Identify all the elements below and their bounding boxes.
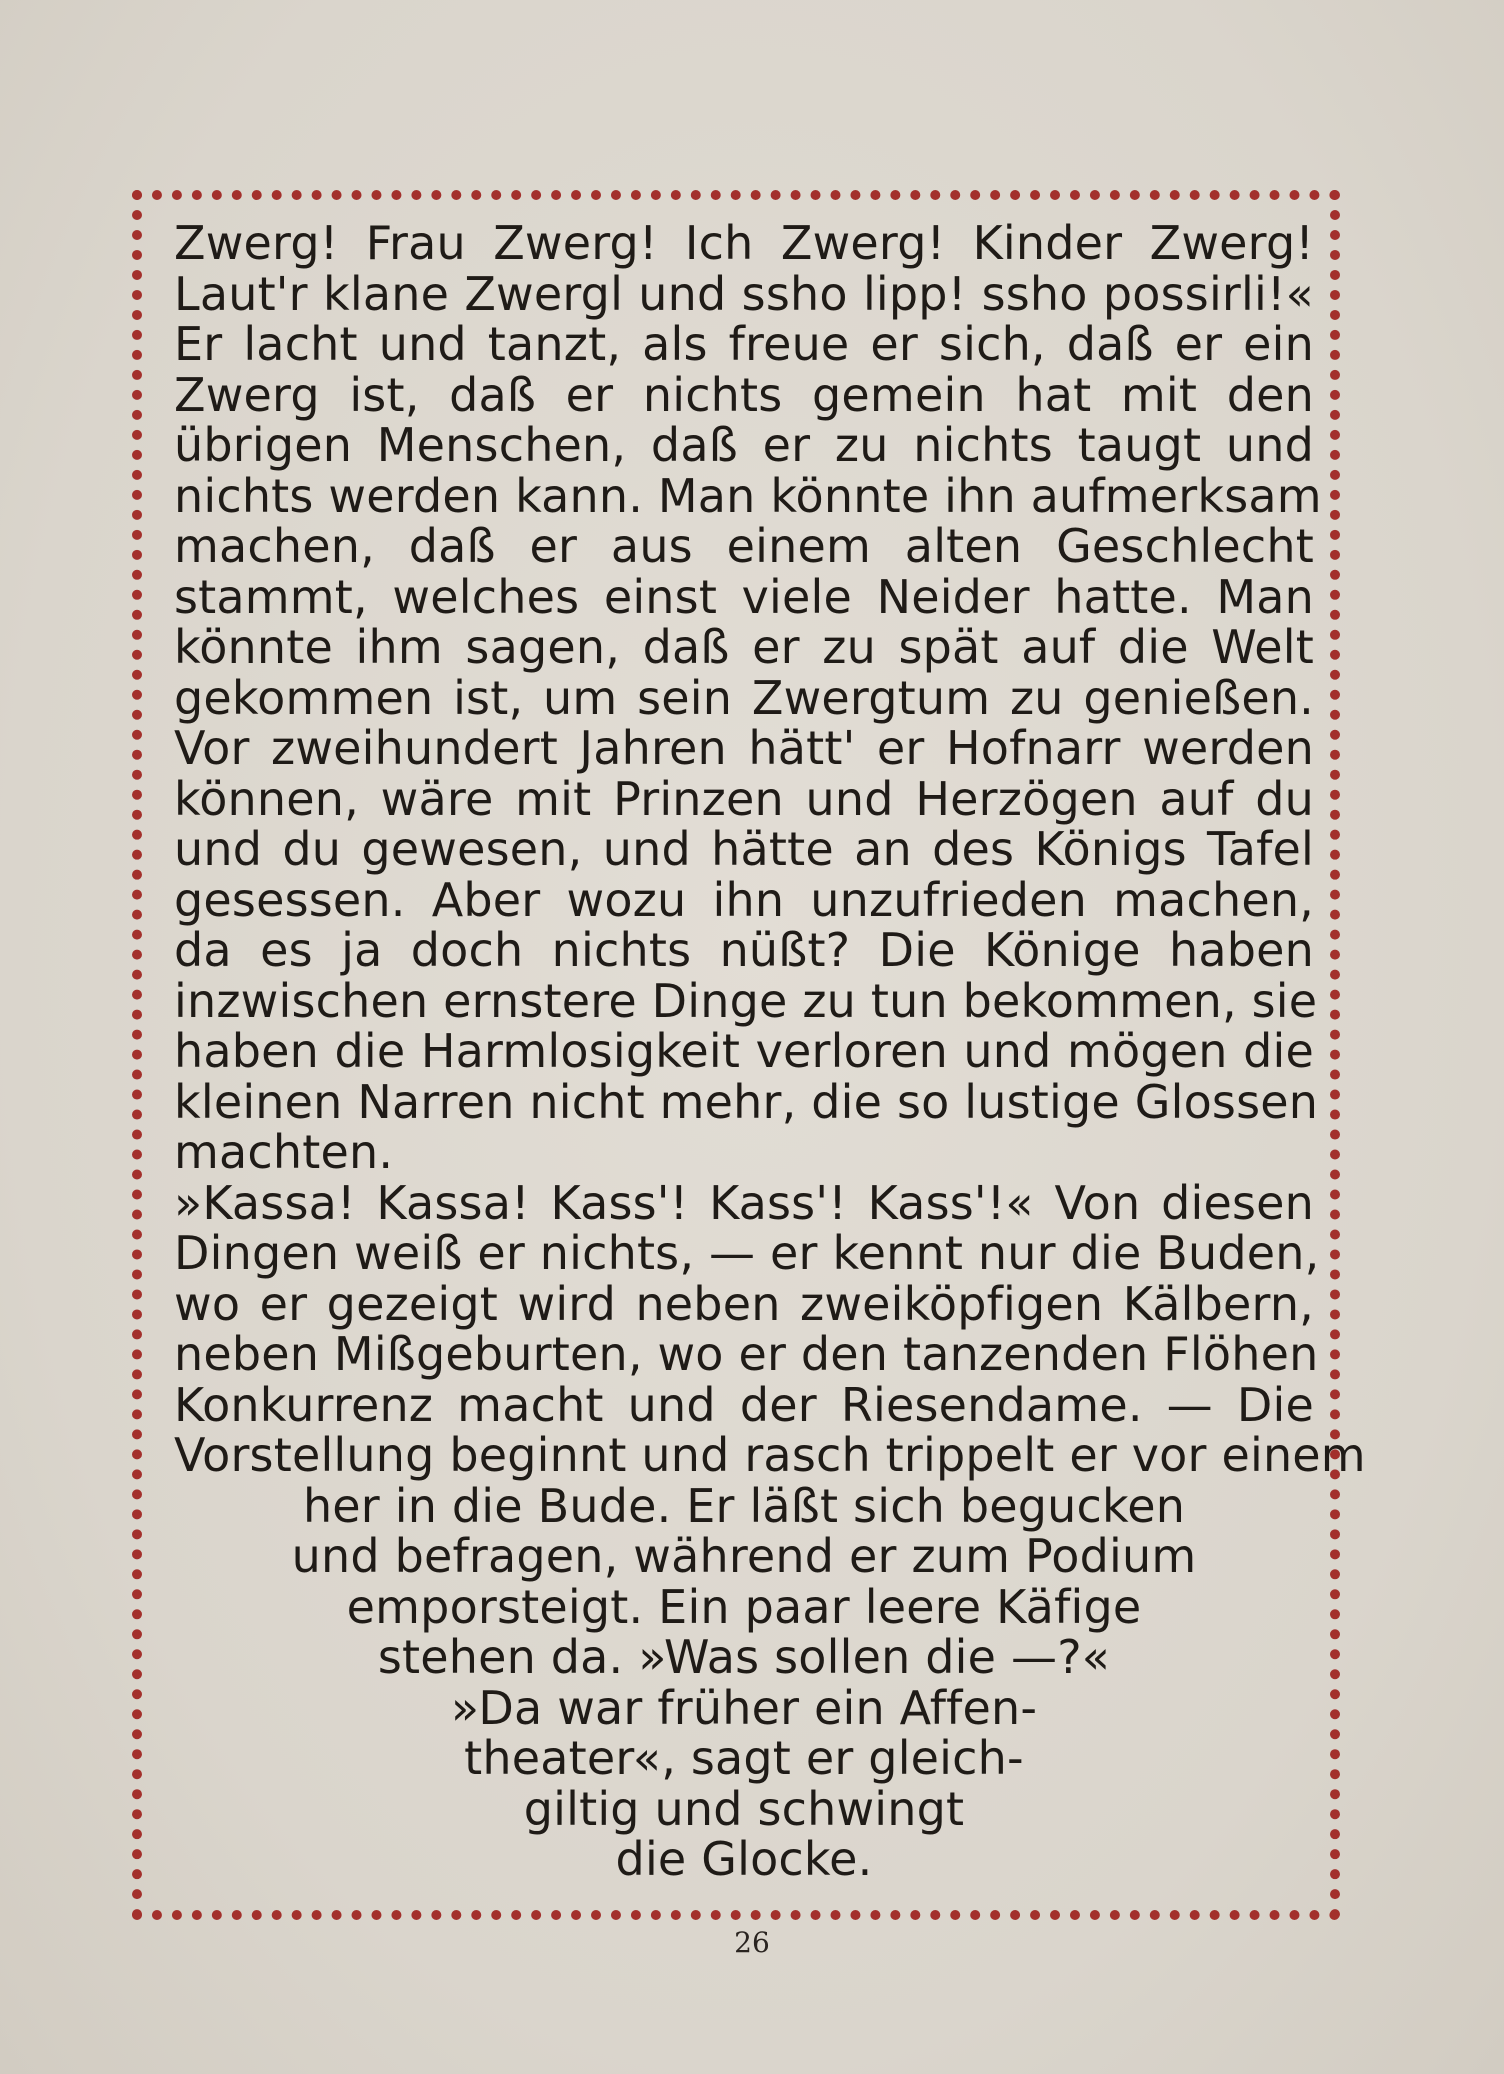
text-line: Zwerg ist, daß er nichts gemein hat mit den — [174, 367, 1314, 422]
tapered-text-line: theater«, sagt er gleich- — [464, 1731, 1024, 1785]
text-line: neben Mißgeburten, wo er den tanzenden Flöhen — [174, 1327, 1319, 1381]
text-line: Dingen weiß er nichts, — er kennt nur die Buden, — [174, 1226, 1320, 1280]
tapered-text-line: »Da war früher ein Affen- — [450, 1680, 1038, 1735]
text-line: kleinen Narren nicht mehr, die so lustige Glossen — [174, 1074, 1319, 1129]
tapered-text-line: emporsteigt. Ein paar leere Käfige — [346, 1579, 1142, 1634]
body-text — [174, 216, 1366, 1886]
tapered-text-line: und befragen, während er zum Podium — [291, 1529, 1197, 1583]
text-line: gekommen ist, um sein Zwergtum zu genießen. — [174, 670, 1314, 725]
text-line: inzwischen ernstere Dinge zu tun bekommen, sie — [174, 973, 1318, 1028]
text-line: können, wäre mit Prinzen und Herzögen auf du — [174, 771, 1314, 826]
text-line: da es ja doch nichts nüßt? Die Könige haben — [174, 923, 1314, 977]
text-line: stammt, welches einst viele Neider hatte. Man — [174, 569, 1314, 624]
text-line: Vorstellung beginnt und rasch trippelt er vor einem — [174, 1428, 1366, 1482]
page-number: 26 — [734, 1926, 770, 1959]
text-line: machen, daß er aus einem alten Geschlecht — [174, 519, 1314, 573]
text-line-paragraph-end: machten. — [174, 1125, 394, 1179]
text-line: »Kassa! Kassa! Kass'! Kass'! Kass'!« Von diesen — [174, 1175, 1314, 1230]
text-line: und du gewesen, und hätte an des Königs Tafel — [174, 822, 1314, 876]
text-line: Laut'r klane Zwergl und ssho lipp! ssho possirli!« — [174, 266, 1314, 321]
text-line: Er lacht und tanzt, als freue er sich, daß er ein — [174, 317, 1314, 371]
text-line: könnte ihm sagen, daß er zu spät auf die Welt — [174, 620, 1314, 674]
text-line: Vor zweihundert Jahren hätt' er Hofnarr werden — [174, 721, 1314, 775]
tapered-text-line: her in die Bude. Er läßt sich begucken — [302, 1478, 1186, 1533]
tapered-text-line: stehen da. »Was sollen die —?« — [377, 1630, 1111, 1684]
tapered-text-line: die Glocke. — [615, 1832, 873, 1886]
text-line: übrigen Menschen, daß er zu nichts taugt und — [174, 418, 1314, 472]
text-line: wo er gezeigt wird neben zweiköpfigen Kälbern, — [174, 1276, 1314, 1331]
tapered-text-line: giltig und schwingt — [523, 1781, 965, 1836]
text-line: gesessen. Aber wozu ihn unzufrieden machen, — [174, 872, 1314, 927]
text-line: nichts werden kann. Man könnte ihn aufmerksam — [174, 468, 1322, 523]
text-line: Konkurrenz macht und der Riesendame. — Die — [174, 1377, 1314, 1432]
text-line: haben die Harmlosigkeit verloren und mögen die — [174, 1024, 1314, 1078]
text-line: Zwerg! Frau Zwerg! Ich Zwerg! Kinder Zwerg! — [174, 216, 1314, 270]
